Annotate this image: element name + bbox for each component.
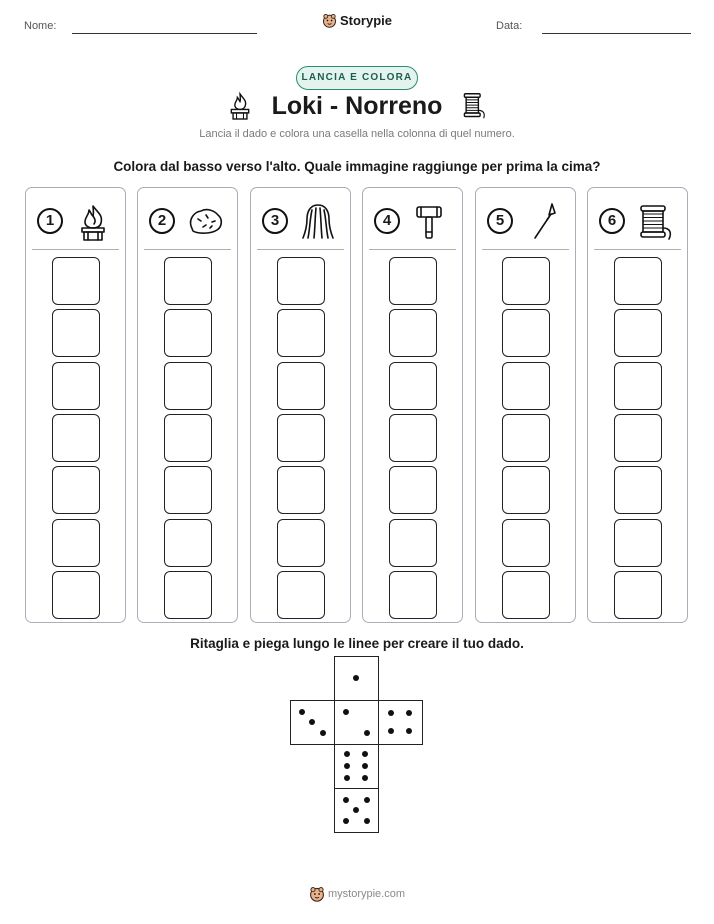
column-3 bbox=[250, 187, 351, 623]
die-face-5 bbox=[334, 788, 379, 833]
game-instruction: Colora dal basso verso l'alto. Quale immagine raggiunge per prima la cima? bbox=[113, 159, 601, 174]
color-cell[interactable] bbox=[52, 571, 100, 619]
hammer-icon bbox=[409, 200, 451, 242]
die-pip bbox=[343, 818, 349, 824]
die-pip bbox=[364, 797, 370, 803]
die-pip bbox=[388, 710, 394, 716]
subtitle: Lancia il dado e colora una casella nella colonna di quel numero. bbox=[199, 128, 515, 140]
column-1 bbox=[25, 187, 126, 623]
column-number: 4 bbox=[374, 208, 400, 234]
column-2 bbox=[137, 187, 238, 623]
die-pip bbox=[353, 807, 359, 813]
column-number: 2 bbox=[149, 208, 175, 234]
color-cell[interactable] bbox=[502, 309, 550, 357]
die-pip bbox=[343, 797, 349, 803]
die-pip bbox=[309, 719, 315, 725]
die-pip bbox=[406, 728, 412, 734]
column-number: 3 bbox=[262, 208, 288, 234]
spear-icon bbox=[522, 200, 564, 242]
color-cell[interactable] bbox=[277, 362, 325, 410]
color-cell[interactable] bbox=[277, 519, 325, 567]
rock-icon bbox=[184, 200, 226, 242]
column-divider bbox=[482, 249, 569, 250]
die-pip bbox=[388, 728, 394, 734]
column-number: 5 bbox=[487, 208, 513, 234]
column-number: 1 bbox=[37, 208, 63, 234]
brand-name: Storypie bbox=[339, 13, 392, 29]
column-4 bbox=[362, 187, 463, 623]
die-face-6 bbox=[334, 744, 379, 789]
color-cell[interactable] bbox=[52, 309, 100, 357]
color-cell[interactable] bbox=[164, 257, 212, 305]
color-cell[interactable] bbox=[389, 466, 437, 514]
storypie-mascot-icon bbox=[322, 13, 337, 28]
die-pip bbox=[362, 775, 368, 781]
color-cell[interactable] bbox=[277, 309, 325, 357]
die-pip bbox=[353, 675, 359, 681]
color-cell[interactable] bbox=[164, 362, 212, 410]
name-line bbox=[72, 33, 257, 34]
color-cell[interactable] bbox=[614, 466, 662, 514]
color-cell[interactable] bbox=[502, 362, 550, 410]
color-cell[interactable] bbox=[502, 466, 550, 514]
color-cell[interactable] bbox=[277, 257, 325, 305]
die-pip bbox=[344, 751, 350, 757]
die-pip bbox=[362, 763, 368, 769]
color-cell[interactable] bbox=[389, 309, 437, 357]
color-cell[interactable] bbox=[164, 571, 212, 619]
die-face-3 bbox=[290, 700, 335, 745]
die-pip bbox=[343, 709, 349, 715]
color-cell[interactable] bbox=[389, 257, 437, 305]
color-cell[interactable] bbox=[277, 571, 325, 619]
column-number: 6 bbox=[599, 208, 625, 234]
thread-spool-icon bbox=[460, 91, 488, 121]
die-face-4 bbox=[378, 700, 423, 745]
hair-icon bbox=[297, 200, 339, 242]
color-cell[interactable] bbox=[389, 519, 437, 567]
die-pip bbox=[299, 709, 305, 715]
color-cell[interactable] bbox=[614, 362, 662, 410]
brand-logo bbox=[0, 12, 714, 28]
date-label: Data: bbox=[496, 20, 523, 32]
die-pip bbox=[320, 730, 326, 736]
die-pip bbox=[344, 775, 350, 781]
color-cell[interactable] bbox=[277, 414, 325, 462]
die-face-2 bbox=[334, 700, 379, 745]
page-title: Loki - Norreno bbox=[271, 92, 443, 120]
color-cell[interactable] bbox=[164, 309, 212, 357]
footer-url: mystorypie.com bbox=[327, 888, 406, 900]
color-cell[interactable] bbox=[614, 257, 662, 305]
column-divider bbox=[257, 249, 344, 250]
storypie-mascot-icon bbox=[309, 886, 325, 902]
color-cell[interactable] bbox=[52, 257, 100, 305]
color-cell[interactable] bbox=[164, 519, 212, 567]
column-divider bbox=[32, 249, 119, 250]
die-instruction: Ritaglia e piega lungo le linee per creare il tuo dado. bbox=[190, 636, 524, 651]
thread-spool-icon bbox=[634, 200, 676, 242]
fire-altar-icon bbox=[72, 200, 114, 242]
color-cell[interactable] bbox=[614, 571, 662, 619]
name-label: Nome: bbox=[24, 20, 57, 32]
color-cell[interactable] bbox=[164, 414, 212, 462]
color-cell[interactable] bbox=[52, 466, 100, 514]
footer bbox=[0, 886, 714, 902]
die-pip bbox=[406, 710, 412, 716]
color-cell[interactable] bbox=[52, 519, 100, 567]
date-line bbox=[542, 33, 691, 34]
activity-badge: LANCIA E COLORA bbox=[296, 66, 418, 90]
die-pip bbox=[362, 751, 368, 757]
column-6 bbox=[587, 187, 688, 623]
column-divider bbox=[594, 249, 681, 250]
column-5 bbox=[475, 187, 576, 623]
color-cell[interactable] bbox=[389, 414, 437, 462]
color-cell[interactable] bbox=[502, 414, 550, 462]
die-face-1 bbox=[334, 656, 379, 701]
color-cell[interactable] bbox=[614, 414, 662, 462]
color-cell[interactable] bbox=[502, 257, 550, 305]
color-cell[interactable] bbox=[502, 519, 550, 567]
column-divider bbox=[369, 249, 456, 250]
color-cell[interactable] bbox=[614, 309, 662, 357]
die-pip bbox=[364, 730, 370, 736]
color-cell[interactable] bbox=[277, 466, 325, 514]
color-cell[interactable] bbox=[164, 466, 212, 514]
color-cell[interactable] bbox=[389, 362, 437, 410]
die-pip bbox=[364, 818, 370, 824]
color-cell[interactable] bbox=[614, 519, 662, 567]
color-cell[interactable] bbox=[389, 571, 437, 619]
column-divider bbox=[144, 249, 231, 250]
color-cell[interactable] bbox=[502, 571, 550, 619]
color-cell[interactable] bbox=[52, 414, 100, 462]
die-pip bbox=[344, 763, 350, 769]
color-cell[interactable] bbox=[52, 362, 100, 410]
